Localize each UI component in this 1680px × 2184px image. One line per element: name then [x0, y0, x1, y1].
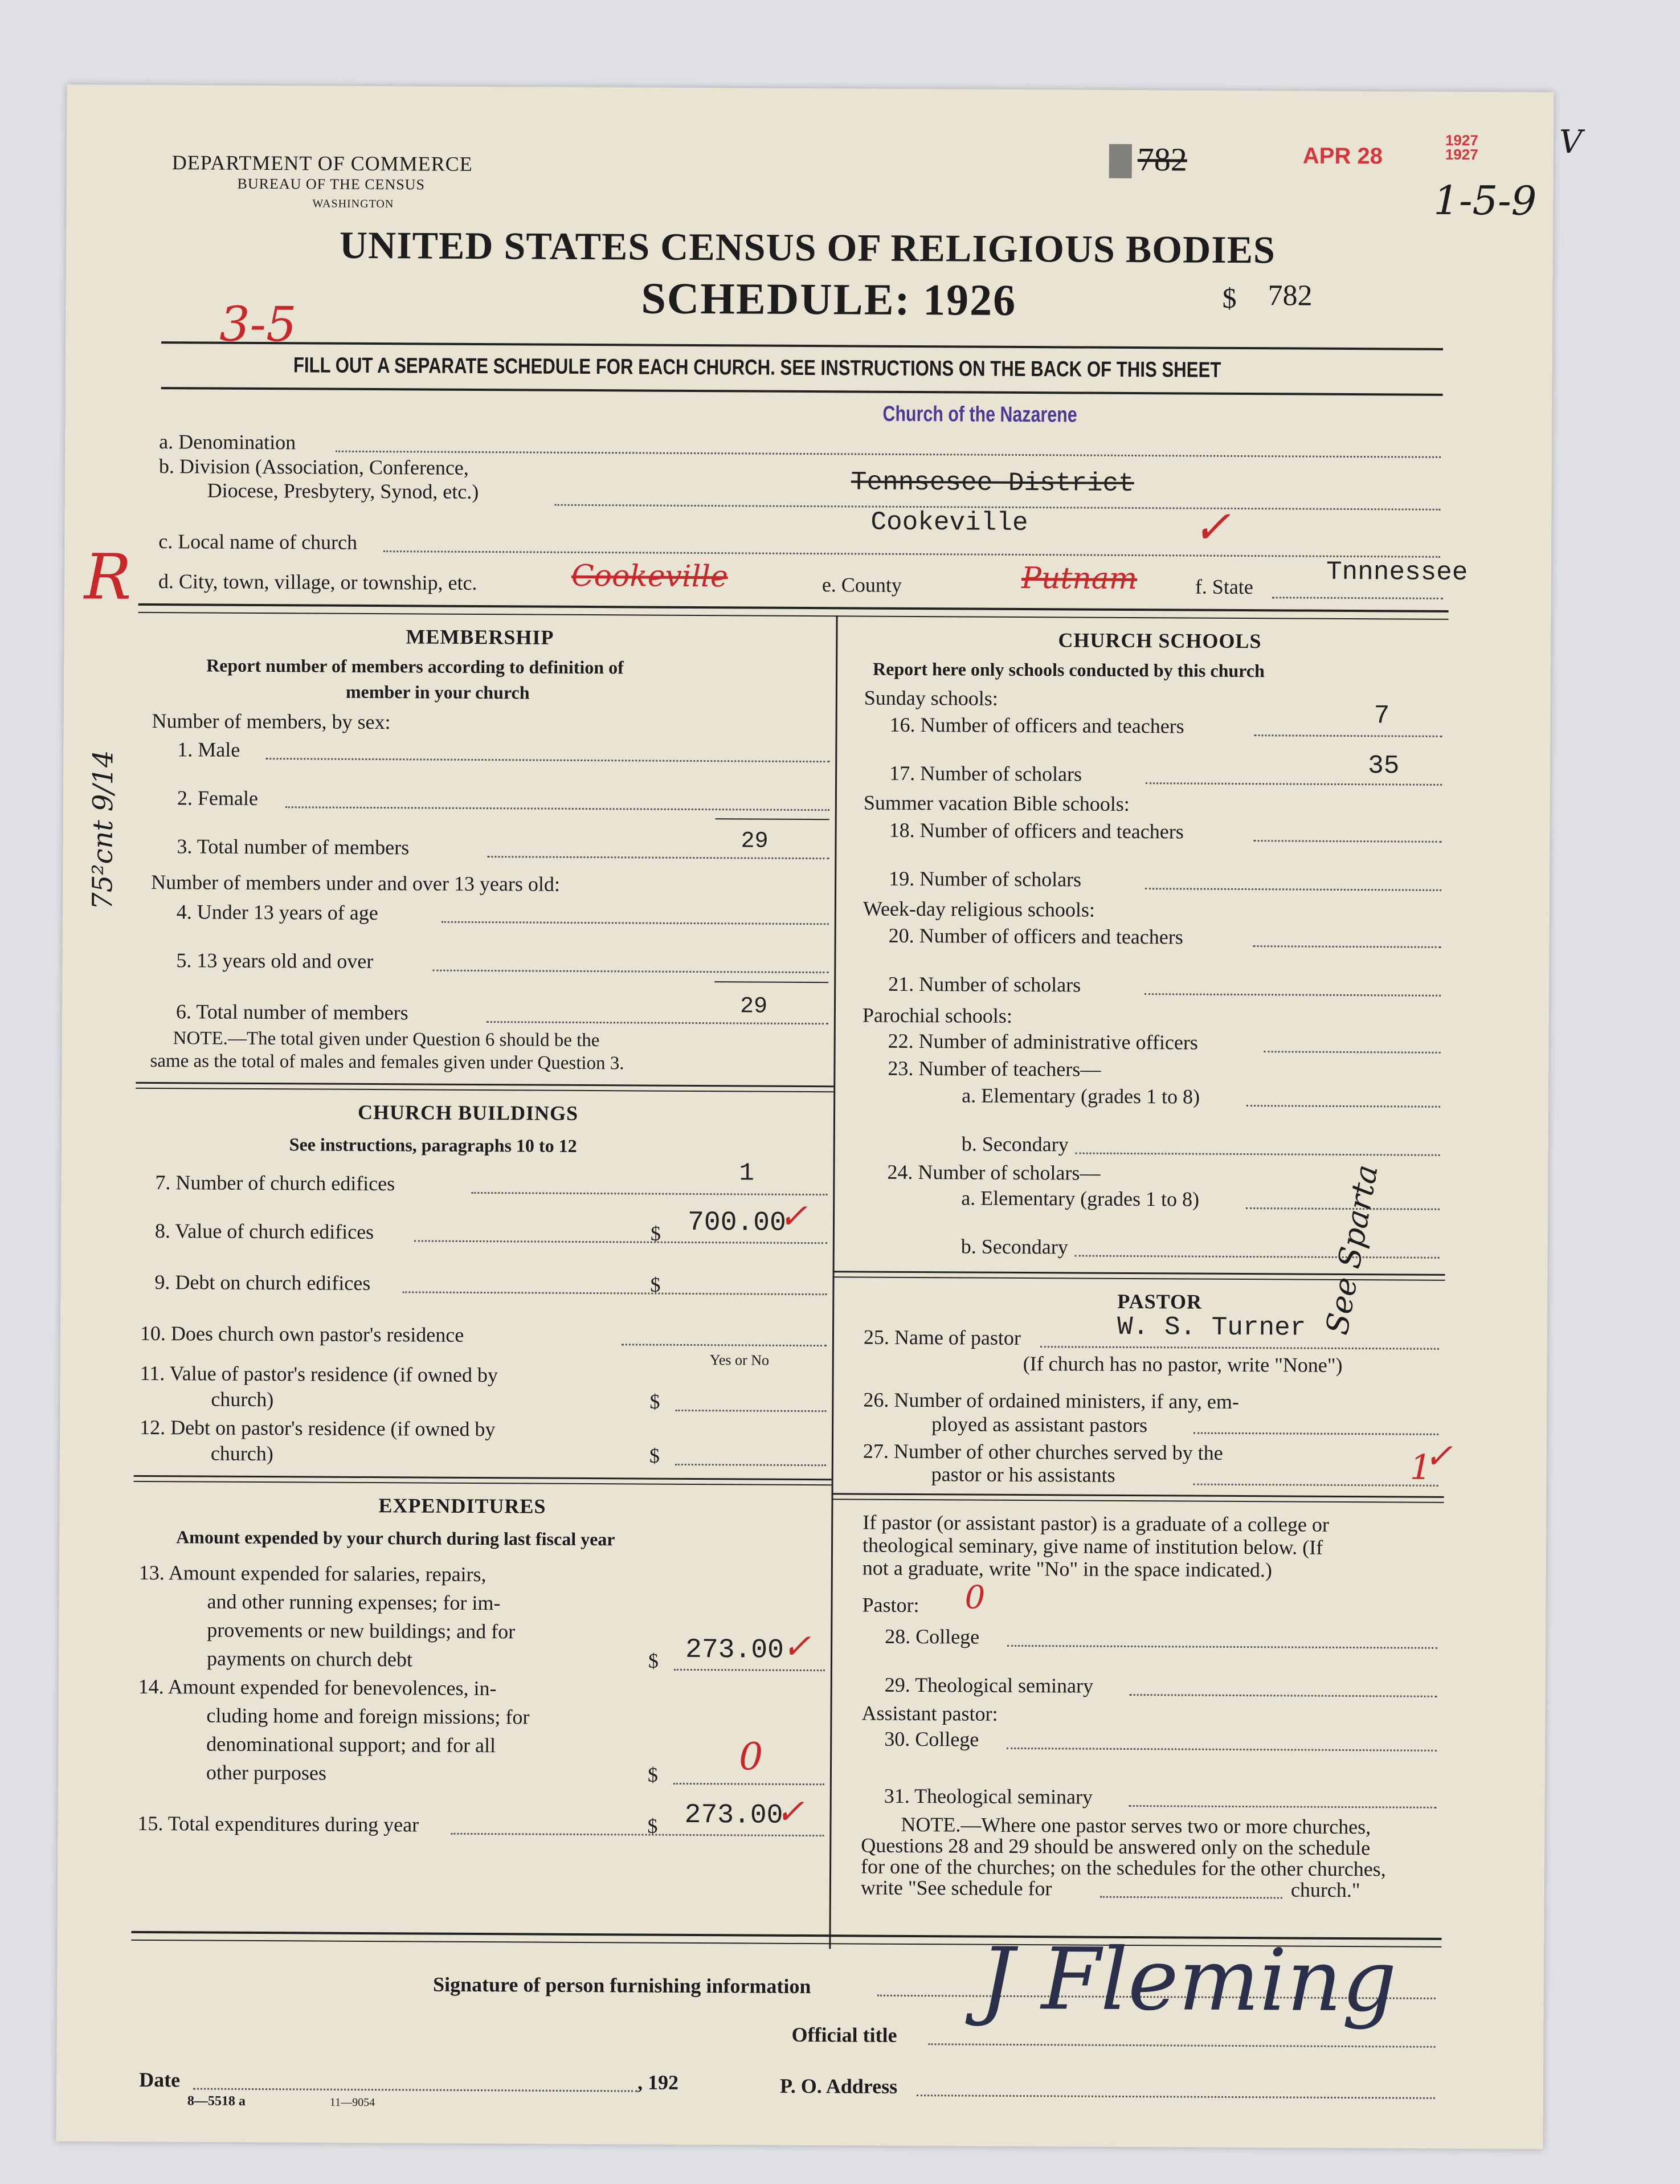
q7-edifices-label: 7. Number of church edifices [155, 1171, 395, 1195]
fill-line [285, 806, 829, 811]
q12-label-1: 12. Debt on pastor's residence (if owned by [140, 1415, 496, 1441]
q31-label: 31. Theological seminary [884, 1784, 1093, 1809]
graduate-note-2: theological seminary, give name of institution below. (If [862, 1533, 1323, 1559]
divider [136, 1088, 833, 1092]
red-hand-code: 3-5 [219, 296, 297, 353]
q18-label: 18. Number of officers and teachers [889, 818, 1184, 843]
q25-note: (If church has no pastor, write "None") [1023, 1352, 1343, 1377]
fill-line [675, 1464, 826, 1466]
form-title: UNITED STATES CENSUS OF RELIGIOUS BODIES [339, 223, 1276, 272]
red-check-icon: ✓ [1424, 1436, 1453, 1476]
assistant-pastor-label: Assistant pastor: [861, 1701, 998, 1725]
red-check-icon: ✓ [778, 1196, 808, 1237]
q14-amount: 0 [738, 1734, 763, 1779]
divider [136, 1082, 833, 1087]
expenditures-sub: Amount expended by your church during last fiscal year [176, 1526, 615, 1550]
membership-note-1: NOTE.—The total given under Question 6 should be the [173, 1028, 600, 1051]
signature: J Fleming [979, 1929, 1397, 2031]
fill-line [1100, 1896, 1282, 1899]
divider [161, 387, 1443, 396]
fill-line [1264, 1051, 1441, 1054]
fill-line [673, 1783, 824, 1785]
margin-note: 75²cnt 9/14 [87, 750, 120, 910]
q25-label: 25. Name of pastor [863, 1325, 1021, 1349]
fill-line [451, 1833, 824, 1836]
summer-schools-label: Summer vacation Bible schools: [863, 791, 1130, 815]
q16-value: 7 [1374, 701, 1390, 731]
q8-value-label: 8. Value of church edifices [154, 1219, 374, 1244]
q15-total-label: 15. Total expenditures during year [137, 1811, 419, 1836]
fill-line [1144, 993, 1441, 997]
red-check-icon: ✓ [782, 1626, 811, 1667]
received-stamp-year: 1927 [1445, 131, 1478, 149]
pastor-note-2: Questions 28 and 29 should be answered only on the schedule [861, 1834, 1371, 1860]
fill-line [193, 2088, 637, 2092]
po-address-label: P. O. Address [779, 2074, 898, 2098]
margin-r-mark: R [84, 540, 132, 614]
received-stamp-date: APR 28 [1302, 143, 1383, 169]
stamp-mark-icon [1109, 144, 1132, 178]
fill-line [1145, 888, 1441, 891]
graduate-note-3: not a graduate, write "No" in the space indicated.) [862, 1556, 1273, 1582]
state-label: f. State [1195, 575, 1253, 599]
dollar-sign: $ [647, 1763, 659, 1786]
divider [134, 1475, 832, 1480]
q27-label-2: pastor or his assistants [931, 1463, 1115, 1487]
red-check-icon: ✓ [1192, 500, 1231, 554]
schools-heading: CHURCH SCHOOLS [1058, 628, 1262, 653]
q13-label-4: payments on church debt [206, 1647, 413, 1671]
q24b-label: b. Secondary [960, 1235, 1068, 1259]
denomination-label: a. Denomination [159, 430, 296, 454]
yes-no-hint: Yes or No [709, 1352, 770, 1369]
dollar-sign: $ [649, 1444, 660, 1467]
pastor-heading: PASTOR [1117, 1289, 1203, 1313]
fill-line [928, 2043, 1435, 2048]
q3-total-value: 29 [741, 828, 769, 855]
division-value: Tennsesee District [851, 467, 1134, 499]
side-note: See Sparta [1319, 1162, 1385, 1338]
q15-total-amount: 273.00 [684, 1799, 783, 1831]
sunday-schools-label: Sunday schools: [864, 686, 998, 710]
county-label: e. County [821, 573, 902, 597]
struck-schedule-number: 782 [1137, 141, 1187, 178]
fill-line [487, 856, 829, 859]
sum-line [714, 981, 828, 983]
fill-line [1007, 1645, 1437, 1649]
red-check-icon: ✓ [775, 1791, 805, 1832]
q21-label: 21. Number of scholars [888, 972, 1081, 997]
fill-line [1130, 1694, 1437, 1697]
q11-label-1: 11. Value of pastor's residence (if owned by [140, 1361, 498, 1387]
fill-line [1040, 1346, 1439, 1350]
q2-female-label: 2. Female [177, 786, 258, 810]
dollar-sign: $ [650, 1273, 661, 1296]
q23a-label: a. Elementary (grades 1 to 8) [962, 1084, 1200, 1108]
fill-line [1272, 597, 1443, 599]
hand-check-top: V [1559, 123, 1583, 161]
q26-label-1: 26. Number of ordained ministers, if any, em- [863, 1388, 1239, 1413]
buildings-heading: CHURCH BUILDINGS [357, 1100, 579, 1125]
fill-line [917, 2095, 1435, 2099]
q17-value: 35 [1368, 751, 1400, 781]
pastor-note-3: for one of the churches; on the schedules for the other churches, [861, 1855, 1386, 1881]
city-heading: WASHINGTON [312, 197, 394, 211]
q11-label-2: church) [211, 1387, 274, 1411]
fill-line [487, 1021, 828, 1024]
q12-label-2: church) [210, 1442, 273, 1465]
print-number: 11—9054 [329, 2096, 375, 2109]
fill-line [402, 1291, 827, 1295]
fill-line [1075, 1255, 1440, 1258]
bureau-heading: BUREAU OF THE CENSUS [237, 175, 426, 193]
fill-line [622, 1344, 827, 1346]
q27-value: 1 [1409, 1447, 1432, 1488]
fill-line [432, 970, 828, 974]
q4-under-13-label: 4. Under 13 years of age [176, 900, 378, 925]
fill-line [1193, 1432, 1438, 1435]
dollar-sign-icon: $ [1222, 281, 1237, 314]
expenditures-heading: EXPENDITURES [378, 1494, 546, 1518]
q10-residence-label: 10. Does church own pastor's residence [140, 1321, 464, 1346]
q29-label: 29. Theological seminary [884, 1673, 1094, 1697]
received-stamp-year-2: 1927 [1445, 145, 1478, 164]
fill-line [1253, 945, 1441, 948]
membership-heading: MEMBERSHIP [406, 625, 554, 649]
q8-value-amount: 700.00 [687, 1207, 786, 1239]
q6-total-value: 29 [739, 994, 768, 1020]
fill-line [265, 758, 829, 762]
q30-label: 30. College [884, 1727, 979, 1751]
state-value: Tnnnessee [1326, 557, 1468, 588]
city-label: d. City, town, village, or township, etc. [158, 570, 477, 594]
schedule-title: SCHEDULE: 1926 [641, 273, 1017, 325]
pastor-note-4: write "See schedule for [860, 1876, 1052, 1900]
q13-label-1: 13. Amount expended for salaries, repairs, [138, 1561, 487, 1586]
q6-total-label: 6. Total number of members [175, 1000, 408, 1024]
q13-label-2: and other running expenses; for im- [207, 1590, 501, 1615]
sum-line [716, 818, 829, 820]
department-heading: DEPARTMENT OF COMMERCE [171, 151, 473, 175]
fill-line [1146, 782, 1442, 786]
denomination-value: Church of the Nazarene [882, 402, 1077, 427]
q16-label: 16. Number of officers and teachers [889, 713, 1184, 738]
hand-code-top: 1-5-9 [1433, 177, 1537, 224]
church-name-value: Cookeville [870, 507, 1028, 538]
q22-label: 22. Number of administrative officers [888, 1029, 1198, 1054]
official-title-label: Official title [791, 2023, 897, 2047]
division-label-2: Diocese, Presbytery, Synod, etc.) [207, 479, 479, 503]
signature-label: Signature of person furnishing information [432, 1973, 811, 1998]
divider [138, 612, 1449, 620]
membership-sub-2: member in your church [345, 681, 530, 703]
q20-label: 20. Number of officers and teachers [888, 924, 1183, 949]
pastor-note-5: church." [1290, 1878, 1360, 1902]
weekday-schools-label: Week-day religious schools: [863, 897, 1096, 921]
fill-line [414, 1240, 827, 1244]
divider [161, 341, 1443, 350]
census-schedule-sheet [56, 84, 1583, 2149]
pastor-education-mark: 0 [964, 1579, 986, 1616]
divider [832, 1493, 1444, 1498]
q14-label-1: 14. Amount expended for benevolences, in- [138, 1675, 497, 1700]
q26-label-2: ployed as assistant pastors [931, 1413, 1148, 1437]
fill-line [675, 1410, 826, 1412]
date-label: Date [139, 2068, 181, 2092]
fill-line [1254, 734, 1442, 737]
q14-label-2: cluding home and foreign missions; for [206, 1704, 530, 1729]
q14-label-4: other purposes [206, 1761, 327, 1785]
dollar-sign: $ [647, 1814, 658, 1838]
membership-note-2: same as the total of males and females given under Question 3. [150, 1050, 624, 1074]
q1-male-label: 1. Male [177, 738, 240, 761]
buildings-sub: See instructions, paragraphs 10 to 12 [289, 1134, 577, 1156]
by-age-label: Number of members under and over 13 years old: [151, 870, 561, 896]
q5-over-13-label: 5. 13 years old and over [176, 949, 374, 973]
fill-line [674, 1669, 825, 1671]
q17-label: 17. Number of scholars [889, 761, 1082, 786]
pastor-note-1: NOTE.—Where one pastor serves two or more churches, [901, 1812, 1371, 1839]
q27-label-1: 27. Number of other churches served by the [863, 1439, 1223, 1464]
fill-line [1254, 840, 1442, 843]
fill-line [1246, 1105, 1440, 1108]
q14-label-3: denominational support; and for all [206, 1732, 496, 1757]
fill-line [1129, 1805, 1437, 1809]
fill-line [442, 921, 829, 925]
dollar-sign: $ [649, 1390, 660, 1413]
by-sex-label: Number of members, by sex: [152, 709, 391, 734]
division-label: b. Division (Association, Conference, [158, 455, 469, 479]
instruction-bar: FILL OUT A SEPARATE SCHEDULE FOR EACH CHURCH. SEE INSTRUCTIONS ON THE BACK OF THIS SHEET [293, 353, 1221, 382]
church-name-label: c. Local name of church [158, 530, 358, 554]
dollar-sign: $ [648, 1649, 659, 1672]
q13-label-3: provements or new buildings; and for [207, 1618, 516, 1643]
q25-pastor-name: W. S. Turner [1117, 1312, 1306, 1343]
graduate-note-1: If pastor (or assistant pastor) is a graduate of a college or [863, 1511, 1330, 1536]
fill-line [336, 451, 1441, 458]
q7-edifices-value: 1 [739, 1159, 755, 1188]
q24a-label: a. Elementary (grades 1 to 8) [961, 1186, 1200, 1211]
form-number: 8—5518 a [187, 2093, 246, 2109]
fill-line [1193, 1484, 1438, 1487]
column-divider [829, 615, 837, 1949]
year-label: , 192 [637, 2071, 679, 2094]
county-value: Putnam [1021, 561, 1138, 597]
divider [134, 1481, 832, 1485]
q24-label: 24. Number of scholars— [887, 1160, 1101, 1185]
schools-sub: Report here only schools conducted by this church [873, 658, 1265, 681]
schedule-number: 782 [1268, 279, 1313, 312]
q23-label: 23. Number of teachers— [888, 1056, 1101, 1081]
pastor-label: Pastor: [862, 1593, 919, 1617]
parochial-schools-label: Parochial schools: [862, 1003, 1012, 1027]
membership-sub-1: Report number of members according to definition of [206, 655, 624, 678]
q23b-label: b. Secondary [961, 1132, 1069, 1156]
divider [831, 1499, 1444, 1503]
q13-amount: 273.00 [685, 1634, 784, 1666]
fill-line [1007, 1748, 1437, 1752]
fill-line [1076, 1152, 1440, 1156]
divider [138, 603, 1449, 613]
q28-label: 28. College [885, 1624, 980, 1648]
dollar-sign: $ [650, 1222, 661, 1245]
city-value: Cookeville [571, 558, 728, 594]
q19-label: 19. Number of scholars [889, 867, 1082, 891]
fill-line [471, 1192, 827, 1195]
fill-line [383, 550, 1440, 558]
q9-debt-label: 9. Debt on church edifices [154, 1271, 371, 1295]
q3-total-label: 3. Total number of members [177, 835, 410, 859]
